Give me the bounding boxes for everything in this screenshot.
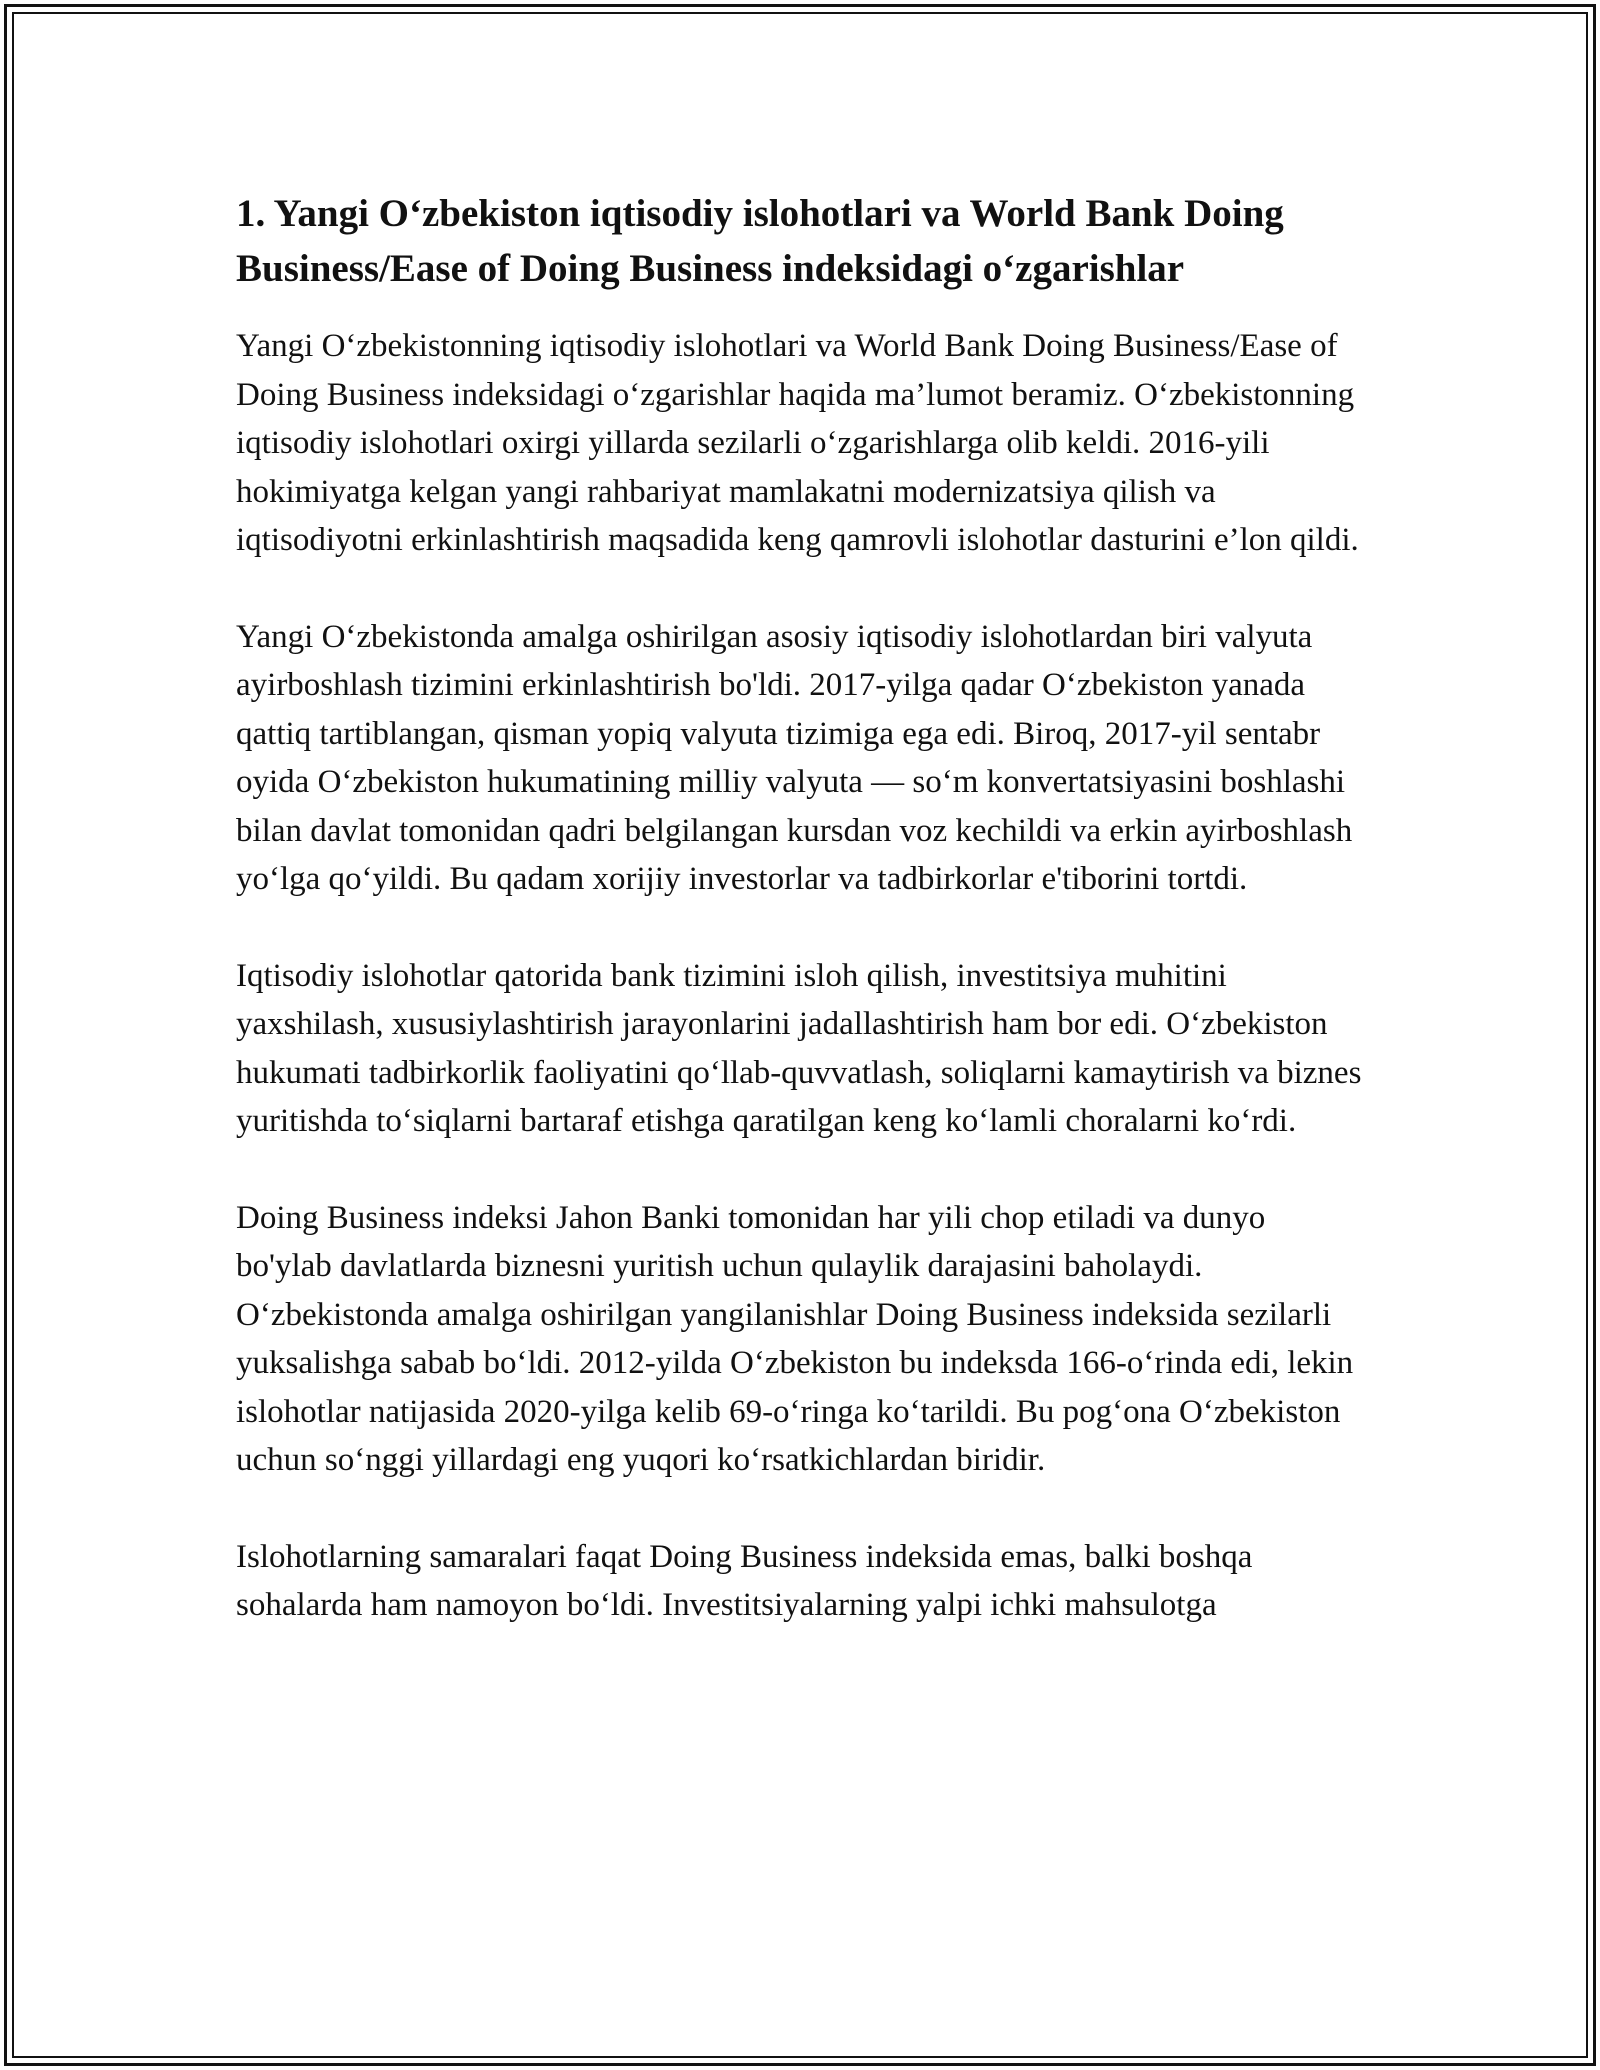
paragraph-3: Iqtisodiy islohotlar qatorida bank tizimini isloh qilish, investitsiya muhitini yaxshilash, xususiylashtirish jarayonlarini jadallashtirish ham bor edi. O‘zbekiston hukumati tadbirkorlik faoliyatini qo‘llab-quvvatlash, soliqlarni kamaytirish va biznes yuritishda to‘siqlarni bartaraf etishga qaratilgan keng ko‘lamli choralarni ko‘rdi.	[236, 957, 1362, 1139]
paragraph-4: Doing Business indeksi Jahon Banki tomonidan har yili chop etiladi va dunyo bo'ylab davlatlarda biznesni yuritish uchun qulaylik darajasini baholaydi. O‘zbekistonda amalga oshirilgan yangilanishlar Doing Business indeksida sezilarli yuksalishga sabab bo‘ldi. 2012-yilda O‘zbekiston bu indeksda 166-o‘rinda edi, lekin islohotlar natijasida 2020-yilga kelib 69-o‘ringa ko‘tarildi. Bu pog‘ona O‘zbekiston uchun so‘nggi yillardagi eng yuqori ko‘rsatkichlardan biridir.	[236, 1199, 1354, 1478]
section-heading: 1. Yangi O‘zbekiston iqtisodiy islohotlari va World Bank Doing Business/Ease of Doing Business indeksidagi o‘zgarishlar	[236, 192, 1284, 290]
paragraph-1: Yangi O‘zbekistonning iqtisodiy islohotlari va World Bank Doing Business/Ease of Doing Business indeksidagi o‘zgarishlar haqida ma’lumot beramiz. O‘zbekistonning iqtisodiy islohotlari oxirgi yillarda sezilarli o‘zgarishlarga olib keldi. 2016-yili hokimiyatga kelgan yangi rahbariyat mamlakatni modernizatsiya qilish va iqtisodiyotni erkinlashtirish maqsadida keng qamrovli islohotlar dasturini e’lon qildi.	[236, 328, 1359, 558]
document-body	[236, 186, 1366, 1678]
paragraph-5: Islohotlarning samaralari faqat Doing Business indeksida emas, balki boshqa sohalarda ham namoyon bo‘ldi. Investitsiyalarning yalpi ichki mahsulotga	[236, 1538, 1253, 1623]
paragraph-2: Yangi O‘zbekistonda amalga oshirilgan asosiy iqtisodiy islohotlardan biri valyuta ayirboshlash tizimini erkinlashtirish bo'ldi. 2017-yilga qadar O‘zbekiston yanada qattiq tartiblangan, qisman yopiq valyuta tizimiga ega edi. Biroq, 2017-yil sentabr oyida O‘zbekiston hukumatining milliy valyuta — so‘m konvertatsiyasini boshlashi bilan davlat tomonidan qadri belgilangan kursdan voz kechildi va erkin ayirboshlash yo‘lga qo‘yildi. Bu qadam xorijiy investorlar va tadbirkorlar e'tiborini tortdi.	[236, 618, 1353, 897]
